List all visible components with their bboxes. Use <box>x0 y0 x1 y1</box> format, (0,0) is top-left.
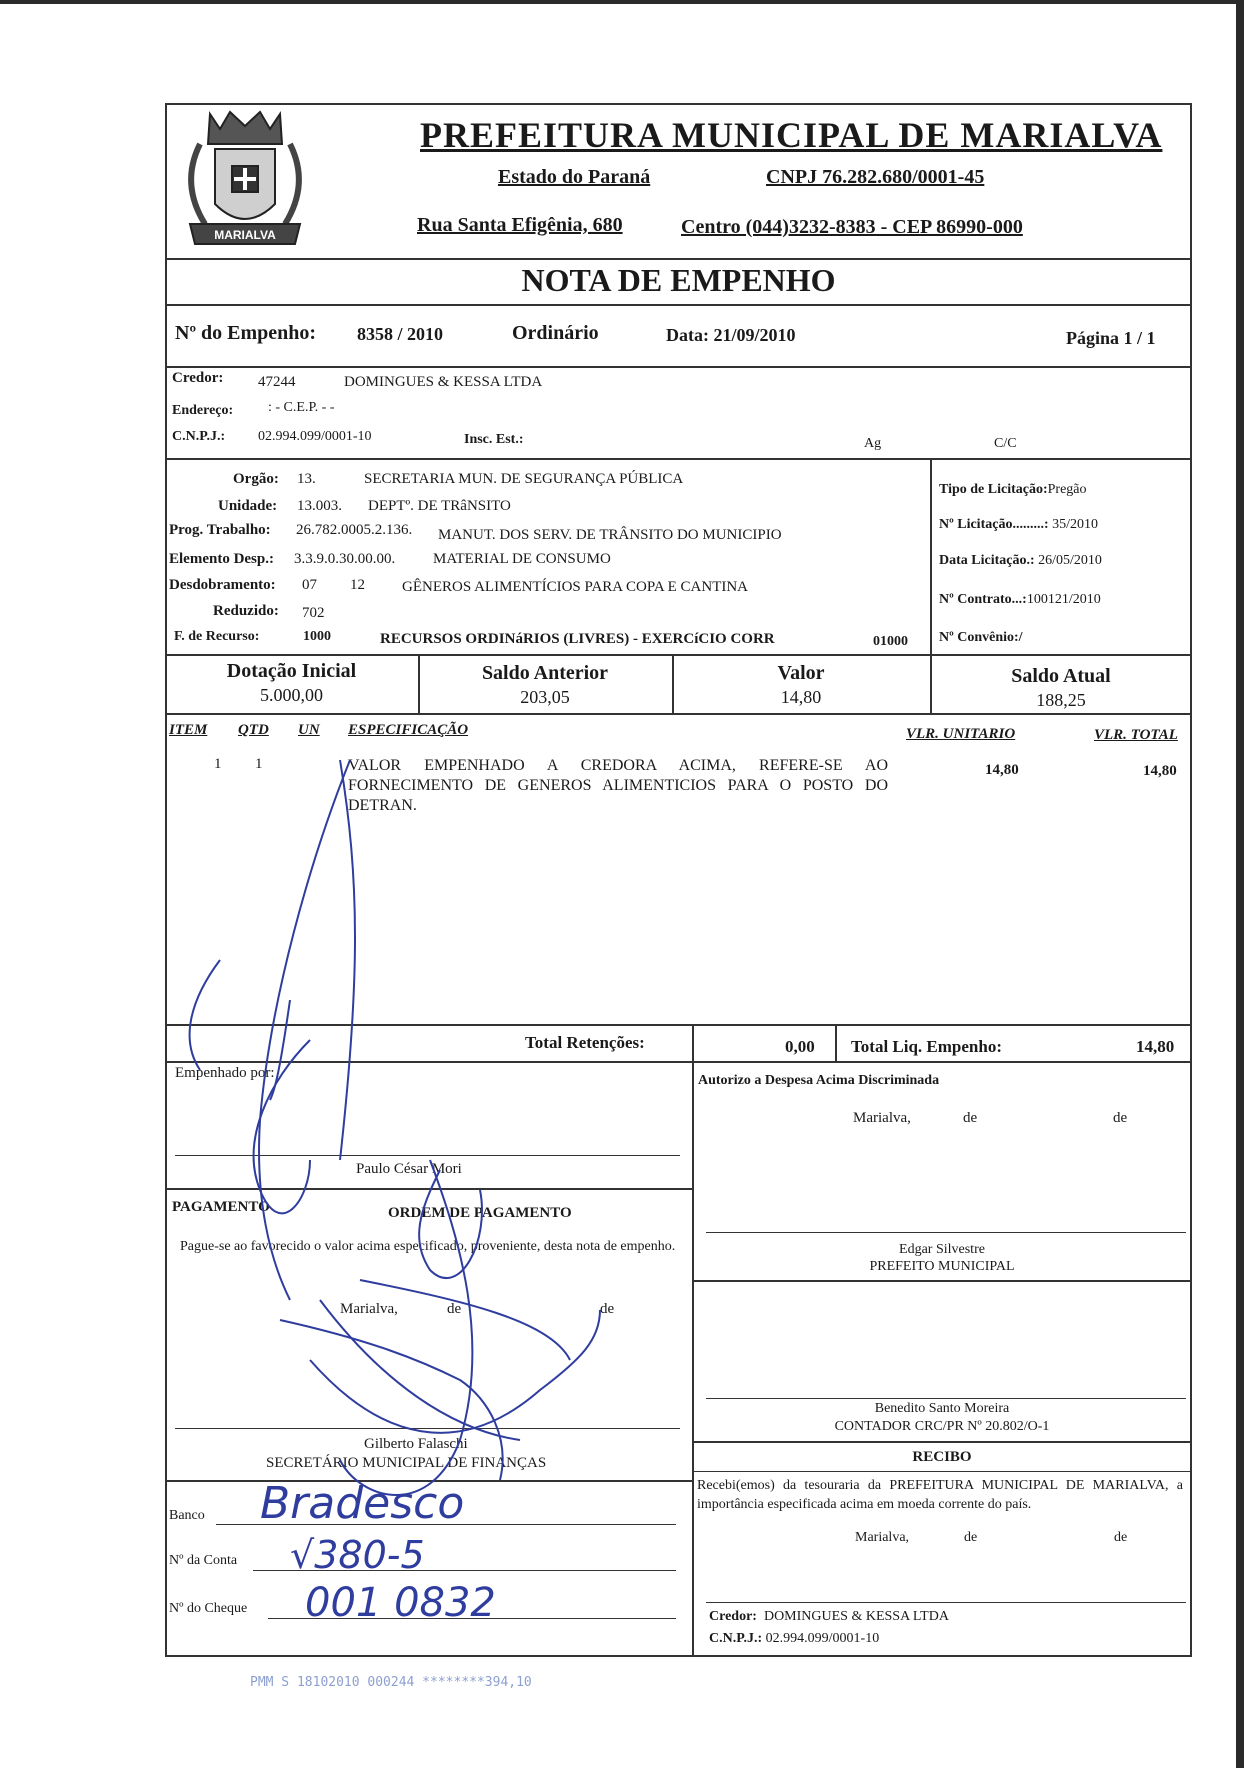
empenho-number: 8358 / 2010 <box>357 324 444 344</box>
credor-label: Credor: <box>172 370 224 386</box>
scan-edge-top <box>0 0 1244 4</box>
divider <box>165 366 1192 368</box>
cheque-label: Nº do Cheque <box>169 1601 248 1616</box>
empenhado-por-name: Paulo César Mori <box>356 1161 462 1177</box>
saldo-atual-value: 188,25 <box>1036 690 1086 710</box>
dotacao-inicial-value: 5.000,00 <box>260 685 323 705</box>
desdobramento-a: 07 <box>302 577 317 593</box>
right-de-2: de <box>1113 1110 1128 1126</box>
agencia-label: Ag <box>864 436 882 451</box>
left-de-2: de <box>600 1301 615 1317</box>
ordem-pagamento-text: Pague-se ao favorecido o valor acima especificado, proveniente, desta nota de empenho. <box>180 1239 676 1254</box>
header-address: Rua Santa Efigênia, 680 <box>417 214 623 236</box>
tipo-licitacao: Tipo de Licitação:Pregão <box>939 482 1087 497</box>
state-label: Estado do Paraná <box>498 166 651 188</box>
right-city: Marialva, <box>853 1110 911 1126</box>
orgao-code: 13. <box>297 471 316 487</box>
saldo-atual-label: Saldo Atual <box>1011 665 1111 687</box>
divider <box>165 304 1192 306</box>
handwritten-signature-strokes <box>160 740 720 1640</box>
valor-label: Valor <box>777 662 825 684</box>
empenho-date: Data: 21/09/2010 <box>666 325 796 345</box>
recibo-de-2: de <box>1114 1530 1128 1545</box>
prog-trabalho-name: MANUT. DOS SERV. DE TRÂNSITO DO MUNICIPIO <box>438 527 782 543</box>
banco-label: Banco <box>169 1508 205 1523</box>
col-valor-unitario: VLR. UNITARIO <box>906 726 1016 742</box>
valor-value: 14,80 <box>780 687 822 707</box>
total-liquido-value: 14,80 <box>1136 1037 1175 1056</box>
desdobramento-name: GÊNEROS ALIMENTÍCIOS PARA COPA E CANTINA <box>402 579 749 595</box>
signature-line <box>706 1602 1186 1603</box>
conta-handwritten: √380-5 <box>290 1533 425 1577</box>
recurso-name: RECURSOS ORDINáRIOS (LIVRES) - EXERCíCIO CORR <box>380 631 775 647</box>
divider <box>165 258 1192 260</box>
document-title: NOTA DE EMPENHO <box>521 262 836 298</box>
numero-convenio: Nº Convênio:/ <box>939 630 1023 645</box>
secretario-name: Gilberto Falaschi <box>364 1436 468 1452</box>
desdobramento-b: 12 <box>350 577 365 593</box>
reduzido-label: Reduzido: <box>213 603 279 619</box>
elemento-name: MATERIAL DE CONSUMO <box>433 551 611 567</box>
recibo-cnpj: C.N.P.J.: 02.994.099/0001-10 <box>709 1631 880 1646</box>
col-qtd: QTD <box>238 722 269 738</box>
secretario-title: SECRETÁRIO MUNICIPAL DE FINANÇAS <box>266 1455 547 1471</box>
conta-label: Nº da Conta <box>169 1553 238 1568</box>
saldo-anterior-label: Saldo Anterior <box>481 662 609 684</box>
orgao-name: SECRETARIA MUN. DE SEGURANÇA PÚBLICA <box>364 471 684 487</box>
item-number: 1 <box>214 756 222 772</box>
insc-est-label: Insc. Est.: <box>464 432 524 447</box>
empenhado-por-label: Empenhado por: <box>175 1065 275 1081</box>
divider <box>165 654 1192 656</box>
endereco-label: Endereço: <box>172 403 234 418</box>
dotacao-inicial-label: Dotação Inicial <box>226 660 357 682</box>
divider <box>692 1280 1192 1282</box>
conta-corrente-label: C/C <box>994 436 1017 451</box>
recurso-code: 1000 <box>303 629 331 644</box>
header-cnpj: CNPJ 76.282.680/0001-45 <box>766 166 985 188</box>
prog-trabalho-label: Prog. Trabalho: <box>169 522 271 538</box>
empenho-type: Ordinário <box>512 322 599 344</box>
item-specification: VALOR EMPENHADO A CREDORA ACIMA, REFERE-SE AO FORNECIMENTO DE GENEROS ALIMENTICIOS PARA O POSTO DO DETRAN. <box>348 757 888 814</box>
item-total-value: 14,80 <box>1143 763 1177 779</box>
prefeito-name: Edgar Silvestre <box>899 1242 985 1257</box>
saldo-anterior-value: 203,05 <box>520 687 570 707</box>
col-valor-total: VLR. TOTAL <box>1094 727 1178 743</box>
divider <box>930 458 932 656</box>
svg-text:MARIALVA: MARIALVA <box>214 228 276 242</box>
col-especificacao: ESPECIFICAÇÃO <box>348 722 469 738</box>
empenho-number-label: Nº do Empenho: <box>175 322 317 344</box>
municipal-seal-icon <box>170 104 320 260</box>
recurso-label: F. de Recurso: <box>174 629 260 644</box>
col-un: UN <box>298 722 320 738</box>
reduzido-value: 702 <box>302 605 325 621</box>
unidade-code: 13.003. <box>297 498 342 514</box>
page-title: PREFEITURA MUNICIPAL DE MARIALVA <box>420 115 1163 155</box>
recurso-number: 01000 <box>873 634 908 649</box>
credor-code: 47244 <box>258 374 296 390</box>
divider <box>692 1471 1192 1472</box>
recibo-city: Marialva, <box>855 1530 910 1545</box>
page-number: Página 1 / 1 <box>1066 328 1156 348</box>
signature-line <box>706 1232 1186 1233</box>
item-unit-value: 14,80 <box>985 762 1019 778</box>
total-retencoes-value: 0,00 <box>785 1037 815 1056</box>
credor-name: DOMINGUES & KESSA LTDA <box>344 374 543 390</box>
contador-name: Benedito Santo Moreira <box>874 1401 1010 1416</box>
signature-line <box>706 1398 1186 1399</box>
col-item: ITEM <box>169 722 208 738</box>
validation-stamp: PMM S 18102010 000244 ********394,10 <box>250 1675 532 1690</box>
recibo-de-1: de <box>964 1530 978 1545</box>
numero-licitacao: Nº Licitação.........: 35/2010 <box>939 517 1098 532</box>
divider <box>165 713 1192 715</box>
contador-title: CONTADOR CRC/PR Nº 20.802/O-1 <box>834 1419 1050 1434</box>
ordem-pagamento-label: ORDEM DE PAGAMENTO <box>388 1205 572 1221</box>
item-qtd: 1 <box>255 756 263 772</box>
unidade-label: Unidade: <box>218 498 278 514</box>
autorizo-label: Autorizo a Despesa Acima Discriminada <box>698 1073 940 1088</box>
pagamento-label: PAGAMENTO <box>172 1199 270 1215</box>
cheque-handwritten: 001 0832 <box>305 1580 496 1626</box>
orgao-label: Orgão: <box>233 471 279 487</box>
prefeito-title: PREFEITO MUNICIPAL <box>869 1259 1015 1274</box>
credor-cnpj-label: C.N.P.J.: <box>172 429 226 444</box>
recibo-credor: Credor: DOMINGUES & KESSA LTDA <box>709 1609 949 1624</box>
divider <box>692 1441 1192 1443</box>
left-city: Marialva, <box>340 1301 398 1317</box>
divider <box>835 1024 837 1062</box>
right-de-1: de <box>963 1110 978 1126</box>
header-contact: Centro (044)3232-8383 - CEP 86990-000 <box>681 216 1023 238</box>
total-liquido-label: Total Liq. Empenho: <box>851 1037 1002 1056</box>
credor-cnpj: 02.994.099/0001-10 <box>258 429 372 444</box>
prog-trabalho-code: 26.782.0005.2.136. <box>296 522 413 538</box>
recibo-text: Recebi(emos) da tesouraria da PREFEITURA MUNICIPAL DE MARIALVA, a importância especificada acima em moeda corrente do país. <box>697 1478 1183 1512</box>
numero-contrato: Nº Contrato...:100121/2010 <box>939 592 1101 607</box>
desdobramento-label: Desdobramento: <box>169 577 276 593</box>
total-retencoes-label: Total Retenções: <box>525 1033 645 1052</box>
elemento-code: 3.3.9.0.30.00.00. <box>294 551 396 567</box>
divider <box>165 458 1192 460</box>
scan-edge-right <box>1236 0 1244 1768</box>
recibo-label: RECIBO <box>912 1449 972 1465</box>
banco-handwritten: Bradesco <box>260 1478 465 1529</box>
left-de-1: de <box>447 1301 462 1317</box>
unidade-name: DEPTº. DE TRâNSITO <box>368 498 511 514</box>
endereco-value: : - C.E.P. - - <box>268 400 335 415</box>
elemento-label: Elemento Desp.: <box>169 551 274 567</box>
data-licitacao: Data Licitação.: 26/05/2010 <box>939 553 1102 568</box>
